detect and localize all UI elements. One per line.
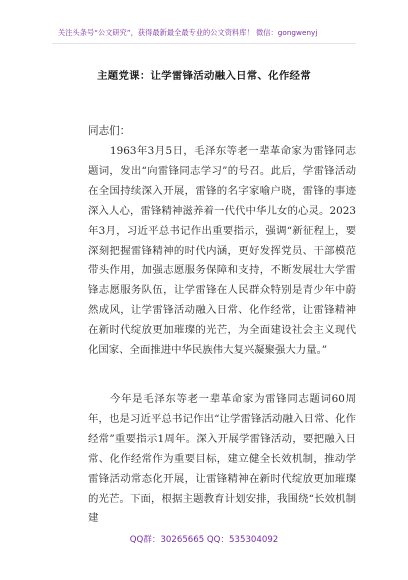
document-title: 主题党课：让学雷锋活动融入日常、化作经常 [97, 70, 311, 82]
body-paragraph-1: 1963年3月5日，毛泽东等老一辈革命家为雷锋同志题词，发出“向雷锋同志学习”的号召。此后，学雷锋活动在全国持续深入开展，雷锋的名字家喻户晓，雷锋的事迹深入人心，雷锋精神滋养着一代代中华儿女的心灵。2023年3月，习近平总书记作出重要指示，强调“新征程上，要深刻把握雷锋精神的时代内涵，更好发挥党员、干部模范带头作用，加强志愿服务保障和支持，不断发展壮大学雷锋志愿服务队伍，让学雷锋在人民群众特别是青少年中蔚然成风，让学雷锋活动融入日常、化作经常，让雷锋精神在新时代绽放更加璀璨的光芒，为全面建设社会主义现代化国家、全面推进中华民族伟大复兴凝聚强大力量。” [88, 145, 356, 357]
promo-banner: 关注头条号“公文研究”，获得最新最全最专业的公文资料库！ 微信：gongwenyj [58, 28, 318, 37]
salutation: 同志们： [88, 125, 131, 137]
body-paragraph-2: 今年是毛泽东等老一辈革命家为雷锋同志题词60周年，也是习近平总书记作出“让学雷锋活动融入日常、化作经常”重要指示1周年。深入开展学雷锋活动，要把融入日常、化作经常作为重要目标，建立健全长效机制，推动学雷锋活动常态化开展，让雷锋精神在新时代绽放更加璀璨的光芒。下面，根据主题教育计划安排，我围绕“长效机制建 [88, 393, 356, 525]
banner-divider [52, 43, 356, 44]
footer-contacts: QQ群：30265665 QQ：535304092 [129, 535, 279, 545]
